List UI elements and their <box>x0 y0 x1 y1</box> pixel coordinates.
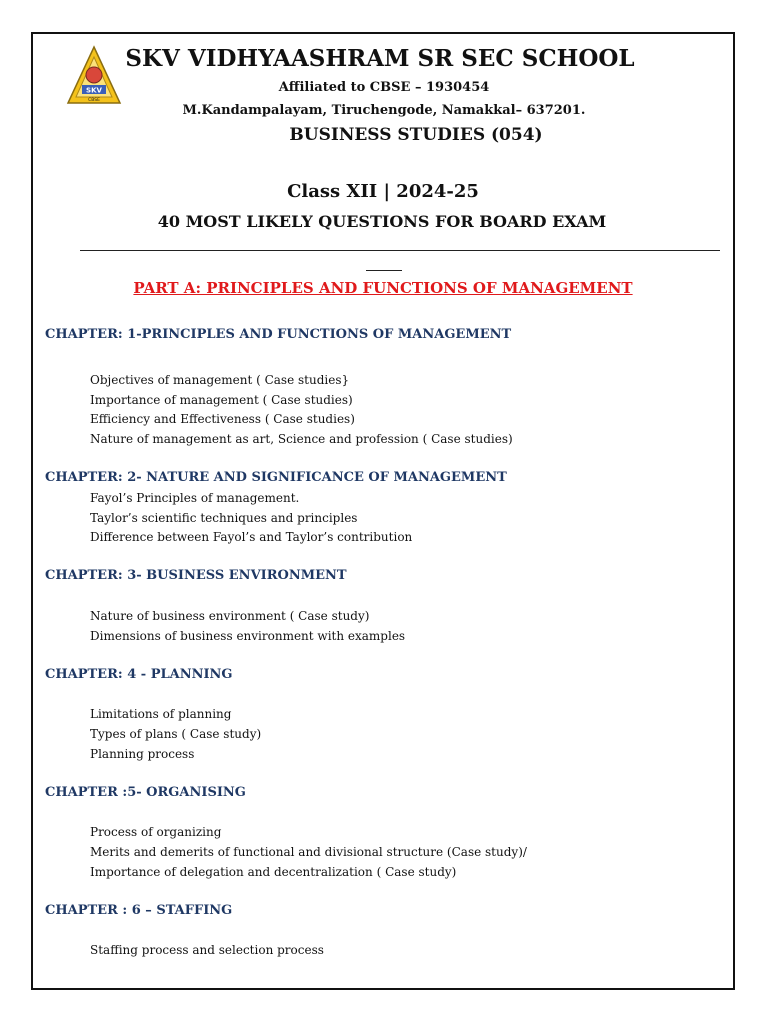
chapter-heading: CHAPTER: 4 - PLANNING <box>45 667 233 682</box>
chapter-heading: CHAPTER :5- ORGANISING <box>45 785 246 800</box>
divider-line <box>80 250 720 251</box>
chapter-heading: CHAPTER : 6 – STAFFING <box>45 903 233 918</box>
address: M.Kandampalayam, Tiruchengode, Namakkal– 637201. <box>182 103 586 118</box>
chapter-heading: CHAPTER: 1-PRINCIPLES AND FUNCTIONS OF MANAGEMENT <box>45 327 512 342</box>
chapter-heading: CHAPTER: 2- NATURE AND SIGNIFICANCE OF MANAGEMENT <box>45 470 507 485</box>
subject-title: BUSINESS STUDIES (054) <box>289 125 543 145</box>
affiliation: Affiliated to CBSE – 1930454 <box>278 80 490 95</box>
school-name: SKV VIDHYAASHRAM SR SEC SCHOOL <box>125 45 635 72</box>
divider-dash <box>366 270 402 271</box>
logo-text: SKV <box>86 86 102 95</box>
document-title: 40 MOST LIKELY QUESTIONS FOR BOARD EXAM <box>157 212 607 231</box>
class-year: Class XII | 2024-25 <box>287 181 479 202</box>
logo-subtext: CBSE <box>88 98 100 103</box>
part-title: PART A: PRINCIPLES AND FUNCTIONS OF MANAGEMENT <box>133 279 633 297</box>
chapter-heading: CHAPTER: 3- BUSINESS ENVIRONMENT <box>45 568 347 583</box>
